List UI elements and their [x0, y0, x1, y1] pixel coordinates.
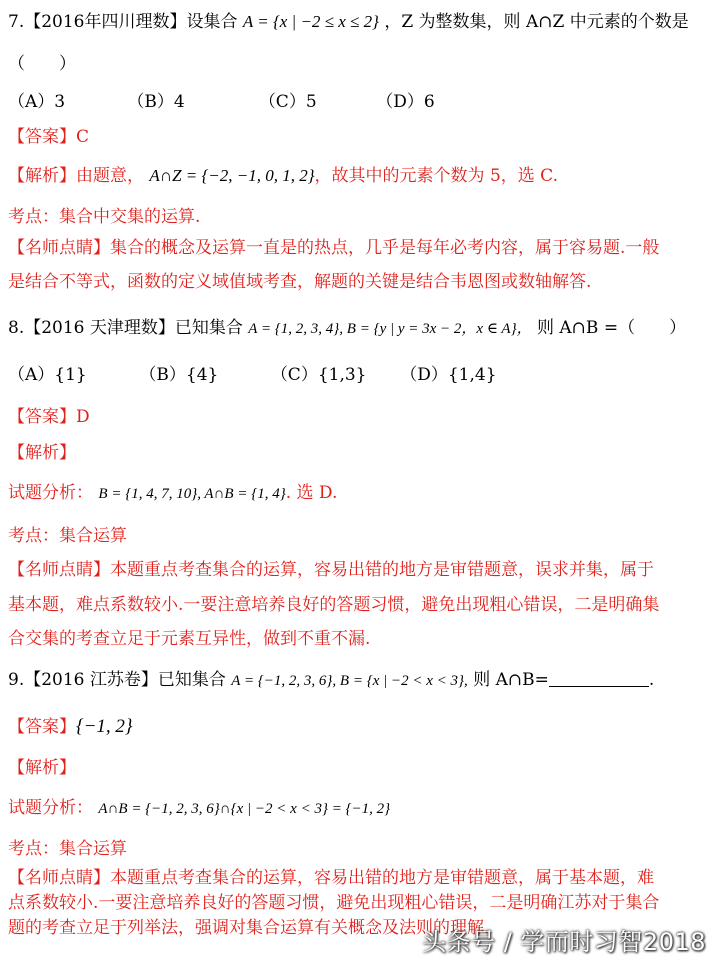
q7-rest: ，Z 为整数集，则 A∩Z 中元素的个数是 [384, 12, 689, 32]
q9-analysis-math: A∩B = {−1, 2, 3, 6}∩{x | −2 < x < 3} = {−1, 2} [98, 801, 391, 817]
q8-stem [8, 316, 710, 341]
q7-choices [8, 90, 710, 114]
watermark: 头条号 / 学而时习智2018 [422, 928, 706, 956]
q7-choice-b: （B）4 [127, 92, 185, 112]
q8-analysis-label: 【解析】 [8, 443, 76, 463]
q9-end: . [648, 670, 655, 690]
q9-header: 9.【2016 江苏卷】已知集合 [8, 670, 226, 690]
q9-math: A = {−1, 2, 3, 6}, B = {x | −2 < x < 3}, [231, 673, 468, 689]
q9-mingshi-3: 题的考查立足于列举法，强调对集合运算有关概念及法则的理解. [8, 918, 490, 938]
q8-choice-c: （C）{1,3} [270, 365, 367, 385]
q8-mingshi-1: 【名师点睛】本题重点考查集合的运算，容易出错的地方是审错题意，误求并集，属于 [8, 560, 654, 580]
q8-choice-b: （B）{4} [139, 365, 219, 385]
q9-kaodian: 考点：集合运算 [8, 839, 127, 859]
q7-mingshi-2: 是结合不等式，函数的定义域值域考查，解题的关键是结合韦恩图或数轴解答. [8, 272, 592, 292]
q7-analysis-label: 【解析】 [8, 166, 76, 186]
q9-analysis-prefix: 试题分析： [8, 798, 93, 818]
q7-stem [8, 10, 710, 34]
q8-choices [8, 363, 710, 387]
q8-header: 8.【2016 天津理数】已知集合 [8, 318, 243, 338]
q9-answer [8, 715, 710, 739]
q7-choice-d: （D）6 [376, 92, 435, 112]
q9-analysis [8, 796, 710, 821]
q7-header: 7.【2016年四川理数】设集合 [8, 12, 238, 32]
q7-mingshi-1: 【名师点睛】集合的概念及运算一直是的热点，几乎是每年必考内容，属于容易题.一般 [8, 238, 660, 258]
q9-stem [8, 668, 710, 693]
q8-kaodian: 考点：集合运算 [8, 526, 127, 546]
q7-kaodian: 考点：集合中交集的运算. [8, 207, 201, 227]
q8-analysis [8, 481, 710, 506]
q9-answer-math: {−1, 2} [76, 716, 133, 737]
q7-analysis [8, 164, 710, 188]
q9-mingshi-2: 点系数较小.一要注意培养良好的答题习惯，避免出现粗心错误，二是明确江苏对于集合 [8, 893, 660, 913]
q8-answer: 【答案】D [8, 407, 90, 427]
q8-mingshi-2: 基本题，难点系数较小.一要注意培养良好的答题习惯，避免出现粗心错误，二是明确集 [8, 595, 660, 615]
q8-choice-d: （D）{1,4} [400, 365, 497, 385]
q7-analysis-math: A∩Z = {−2, −1, 0, 1, 2} [149, 166, 315, 185]
q8-rest: 则 A∩B =（ ） [537, 318, 687, 338]
q7-answer: 【答案】C [8, 127, 90, 147]
q9-answer-label: 【答案】 [8, 717, 76, 737]
q9-rest: 则 A∩B= [473, 670, 549, 690]
q7-choice-a: （A）3 [8, 92, 66, 112]
q8-analysis-prefix: 试题分析： [8, 483, 93, 503]
q7-analysis-end: ，故其中的元素个数为 5，选 C. [314, 166, 558, 186]
q8-mingshi-3: 合交集的考查立足于元素互异性，做到不重不漏. [8, 629, 371, 649]
q9-answer-blank [549, 670, 649, 687]
q7-paren: （ ） [8, 54, 76, 74]
q8-analysis-math: B = {1, 4, 7, 10}, A∩B = {1, 4} [98, 486, 286, 502]
q8-analysis-end: . 选 D. [285, 483, 338, 503]
q8-choice-a: （A）{1} [8, 365, 87, 385]
q8-math: A = {1, 2, 3, 4}, B = {y | y = 3x − 2，x ∈ A}， [248, 321, 532, 337]
q9-mingshi-1: 【名师点睛】本题重点考查集合的运算，容易出错的地方是审错题意，属于基本题，难 [8, 868, 654, 888]
q7-set: A = {x | −2 ≤ x ≤ 2} [242, 12, 379, 31]
q7-analysis-text: 由题意， [76, 166, 144, 186]
q7-choice-c: （C）5 [258, 92, 317, 112]
q9-analysis-label: 【解析】 [8, 758, 76, 778]
